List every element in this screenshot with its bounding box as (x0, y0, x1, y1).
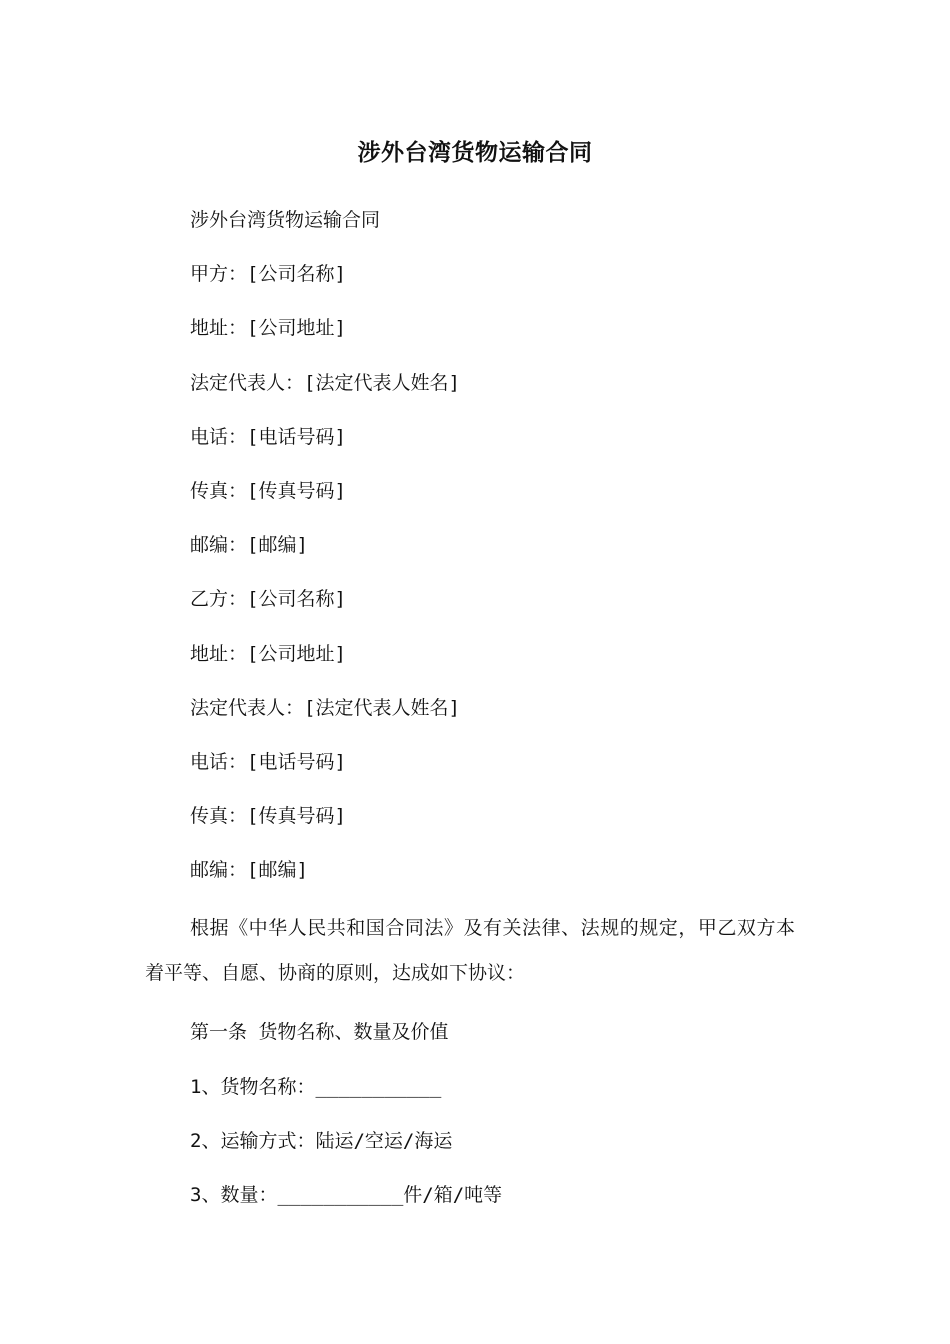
party-a-address: 地址：[公司地址] (190, 317, 346, 340)
party-a-representative: 法定代表人：[法定代表人姓名] (190, 371, 460, 394)
article-1-heading: 第一条 货物名称、数量及价值 (190, 1021, 449, 1044)
party-b-name: 乙方：[公司名称] (190, 588, 346, 611)
preamble-paragraph: 根据《中华人民共和国合同法》及有关法律、法规的规定，甲乙双方本着平等、自愿、协商的原则，达成如下协议： (145, 917, 795, 985)
article-1-item: 1、货物名称：___________ (190, 1075, 442, 1098)
article-1-item: 3、数量：___________件/箱/吨等 (190, 1184, 503, 1206)
article-1-item: 2、运输方式：陆运/空运/海运 (190, 1129, 453, 1152)
document-title: 涉外台湾货物运输合同 (357, 140, 593, 166)
party-b-postcode: 邮编：[邮编] (190, 859, 308, 882)
document-body (145, 202, 795, 1231)
party-a-fax: 传真：[传真号码] (190, 479, 346, 502)
party-a-postcode: 邮编：[邮编] (190, 534, 308, 557)
party-b-phone: 电话：[电话号码] (190, 750, 346, 773)
party-a-phone: 电话：[电话号码] (190, 425, 346, 448)
party-b-representative: 法定代表人：[法定代表人姓名] (190, 696, 460, 719)
party-b-fax: 传真：[传真号码] (190, 805, 346, 828)
party-b-address: 地址：[公司地址] (190, 642, 346, 665)
contract-heading: 涉外台湾货物运输合同 (190, 209, 381, 231)
party-a-name: 甲方：[公司名称] (190, 263, 346, 286)
